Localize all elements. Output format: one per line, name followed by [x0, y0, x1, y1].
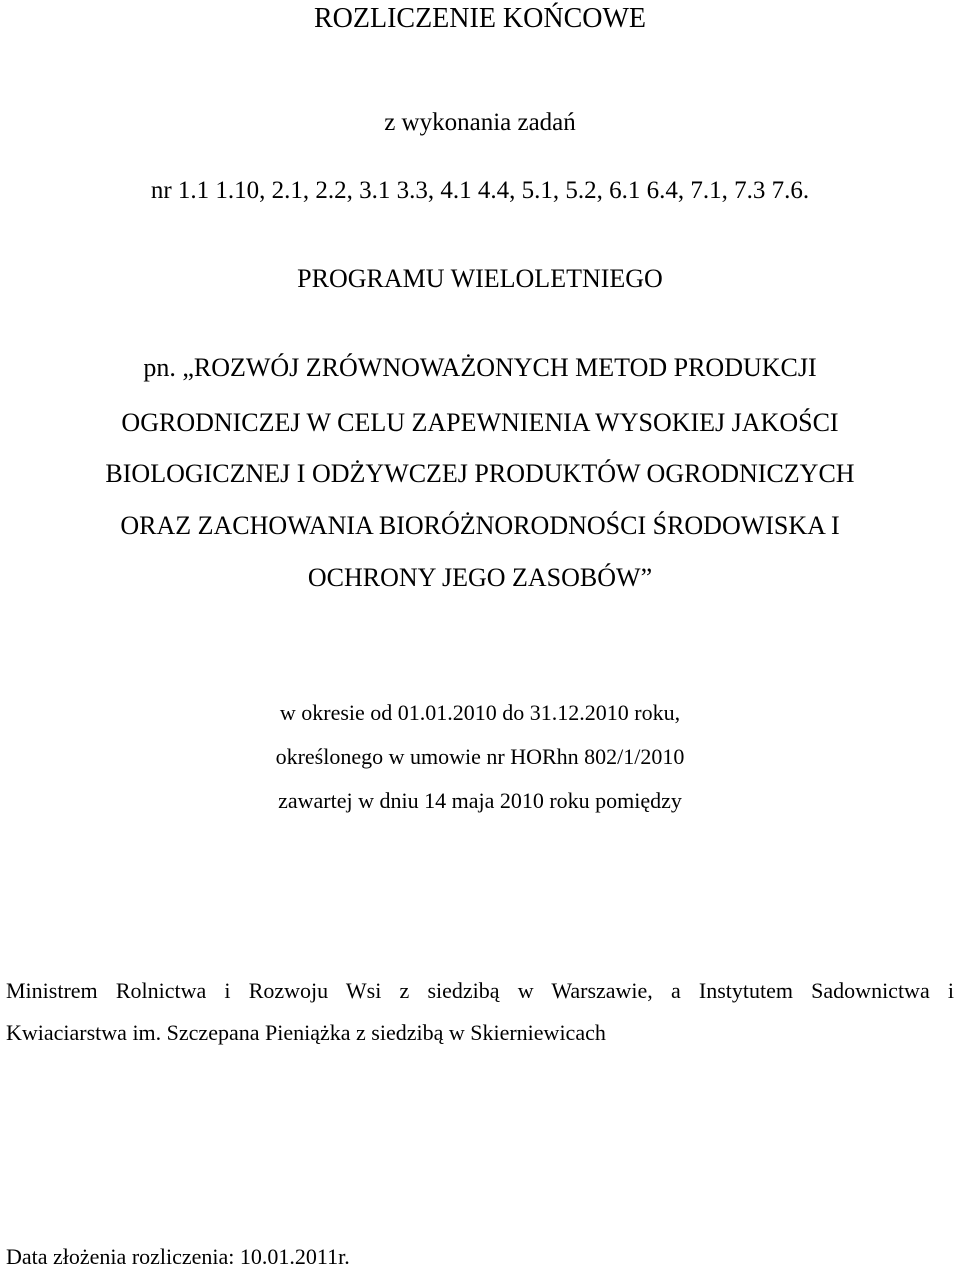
program-name-line: OGRODNICZEJ W CELU ZAPEWNIENIA WYSOKIEJ JAKOŚCI	[121, 408, 839, 437]
parties-line: Kwiaciarstwa im. Szczepana Pieniążka z siedzibą w Skierniewicach	[6, 1020, 606, 1045]
parties-line: Ministrem Rolnictwa i Rozwoju Wsi z siedzibą w Warszawie, a Instytutem Sadownictwa i	[6, 978, 954, 1003]
agreement-line: określonego w umowie nr HORhn 802/1/2010	[275, 744, 685, 769]
program-name-line: pn. „ROZWÓJ ZRÓWNOWAŻONYCH METOD PRODUKCJI	[143, 353, 817, 382]
period-line: w okresie od 01.01.2010 do 31.12.2010 roku,	[279, 700, 681, 725]
tasks-line: nr 1.1 1.10, 2.1, 2.2, 3.1 3.3, 4.1 4.4, 5.1, 5.2, 6.1 6.4, 7.1, 7.3 7.6.	[150, 177, 810, 204]
program-name-line: OCHRONY JEGO ZASOBÓW”	[307, 563, 653, 592]
document-title: ROZLICZENIE KOŃCOWE	[313, 3, 647, 34]
document-subtitle: z wykonania zadań	[384, 109, 576, 136]
program-label: PROGRAMU WIELOLETNIEGO	[297, 264, 663, 293]
submission-date: Data złożenia rozliczenia: 10.01.2011r.	[6, 1244, 350, 1269]
program-name-line: BIOLOGICZNEJ I ODŻYWCZEJ PRODUKTÓW OGRODNICZYCH	[105, 459, 855, 488]
program-name-line: ORAZ ZACHOWANIA BIORÓŻNORODNOŚCI ŚRODOWISKA I	[120, 511, 840, 540]
agreement-date-line: zawartej w dniu 14 maja 2010 roku pomiędzy	[278, 788, 682, 813]
